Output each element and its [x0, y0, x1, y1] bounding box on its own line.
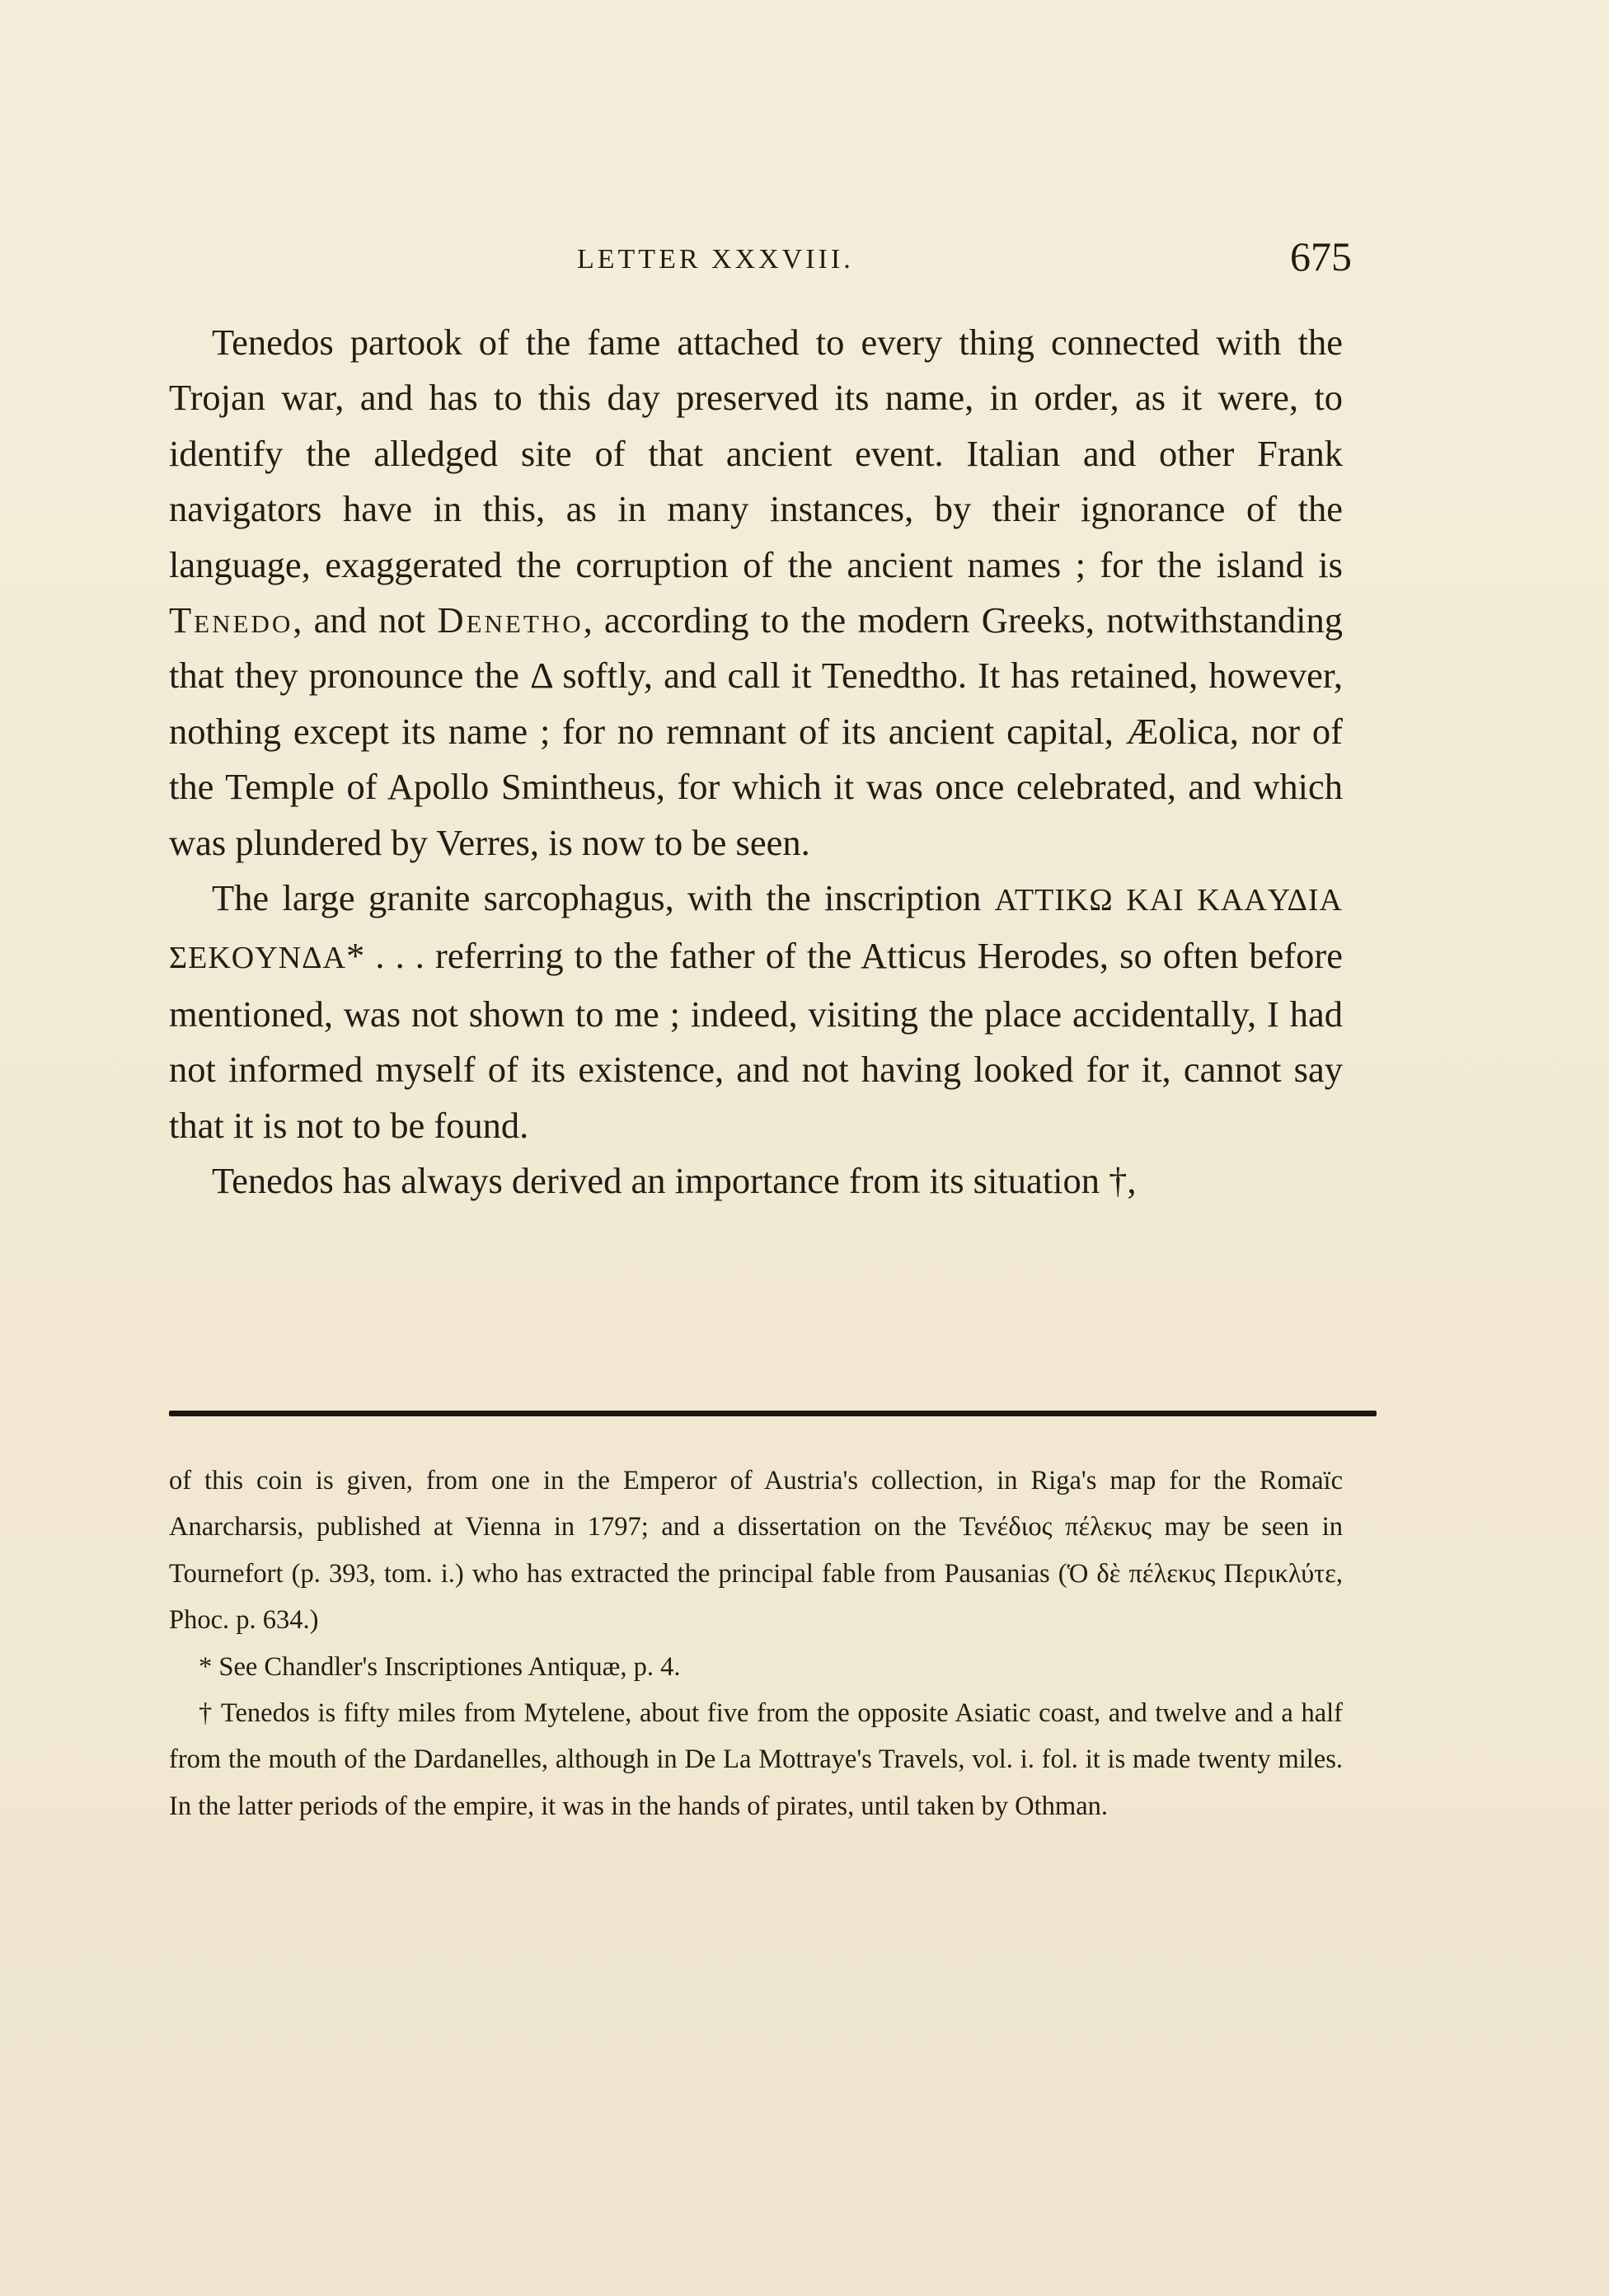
paragraph-sarcophagus	[169, 871, 1343, 1153]
paragraph-tenedos-fame	[169, 315, 1343, 871]
greek-inscription: ATTIKΩ KAI KAAΥΔIA ΣEKOΥNΔA	[169, 883, 1343, 976]
footnote-star: * See Chandler's Inscriptiones Antiquæ, p. 4.	[199, 1651, 681, 1682]
footnote-dagger: † Tenedos is fifty miles from Mytelene, about five from the opposite Asiatic coast, and twelve and a half from the mouth of the Dardanelles, although in De La Mottraye's Travels, vol. i. fol. it is made twenty miles. In the latter periods of the empire, it was in the hands of pirates, until taken by Othman.	[169, 1698, 1343, 1821]
para1-text-c: , according to the modern Greeks, notwithstanding that they pronounce the Δ softly, and call it Tenedtho. It has retained, however, nothing except its name ; for no remnant of its ancient capital, Æolica, nor of the Temple of Apollo Smintheus, for which it was once celebrated, and which was plundered by Verres, is now to be seen.	[169, 599, 1343, 863]
running-head-title: LETTER XXXVIII.	[577, 244, 854, 275]
paragraph-importance: Tenedos has always derived an importance from its situation †,	[212, 1160, 1137, 1202]
footnotes	[169, 1458, 1343, 1829]
main-text	[169, 315, 1343, 1209]
para2-text-b: * . . . referring to the father of the Atticus Herodes, so often before mentioned, was not shown to me ; indeed, visiting the place accidentally, I had not informed myself of its existence, and not having looked for it, cannot say that it is not to be found.	[169, 935, 1343, 1146]
para1-text-a: Tenedos partook of the fame attached to every thing connected with the Trojan war, and has to this day preserved its name, in order, as it were, to identify the alledged site of that ancient event. Italian and other Frank navigators have in this, as in many instances, by their ignorance of the language, exaggerated the corruption of the ancient names ; for the island is	[169, 322, 1343, 585]
footnote-continued: of this coin is given, from one in the Emperor of Austria's collection, in Riga's map for the Romaïc Anarcharsis, published at Vienna in 1797; and a dissertation on the Τενέδιος πέλεκυς may be seen in Tournefort (p. 393, tom. i.) who has extracted the principal fable from Pausanias (Ὁ δὲ πέλεκυς Περικλύτε, Phoc. p. 634.)	[169, 1466, 1343, 1636]
footnote-rule	[169, 1411, 1377, 1416]
para2-text-a: The large granite sarcophagus, with the inscription	[212, 877, 995, 919]
name-denetho: Denetho	[437, 599, 584, 641]
running-head	[577, 232, 1352, 282]
page-number: 675	[1290, 233, 1352, 279]
para1-text-b: , and not	[293, 599, 438, 641]
name-tenedo: Tenedo	[169, 599, 293, 641]
